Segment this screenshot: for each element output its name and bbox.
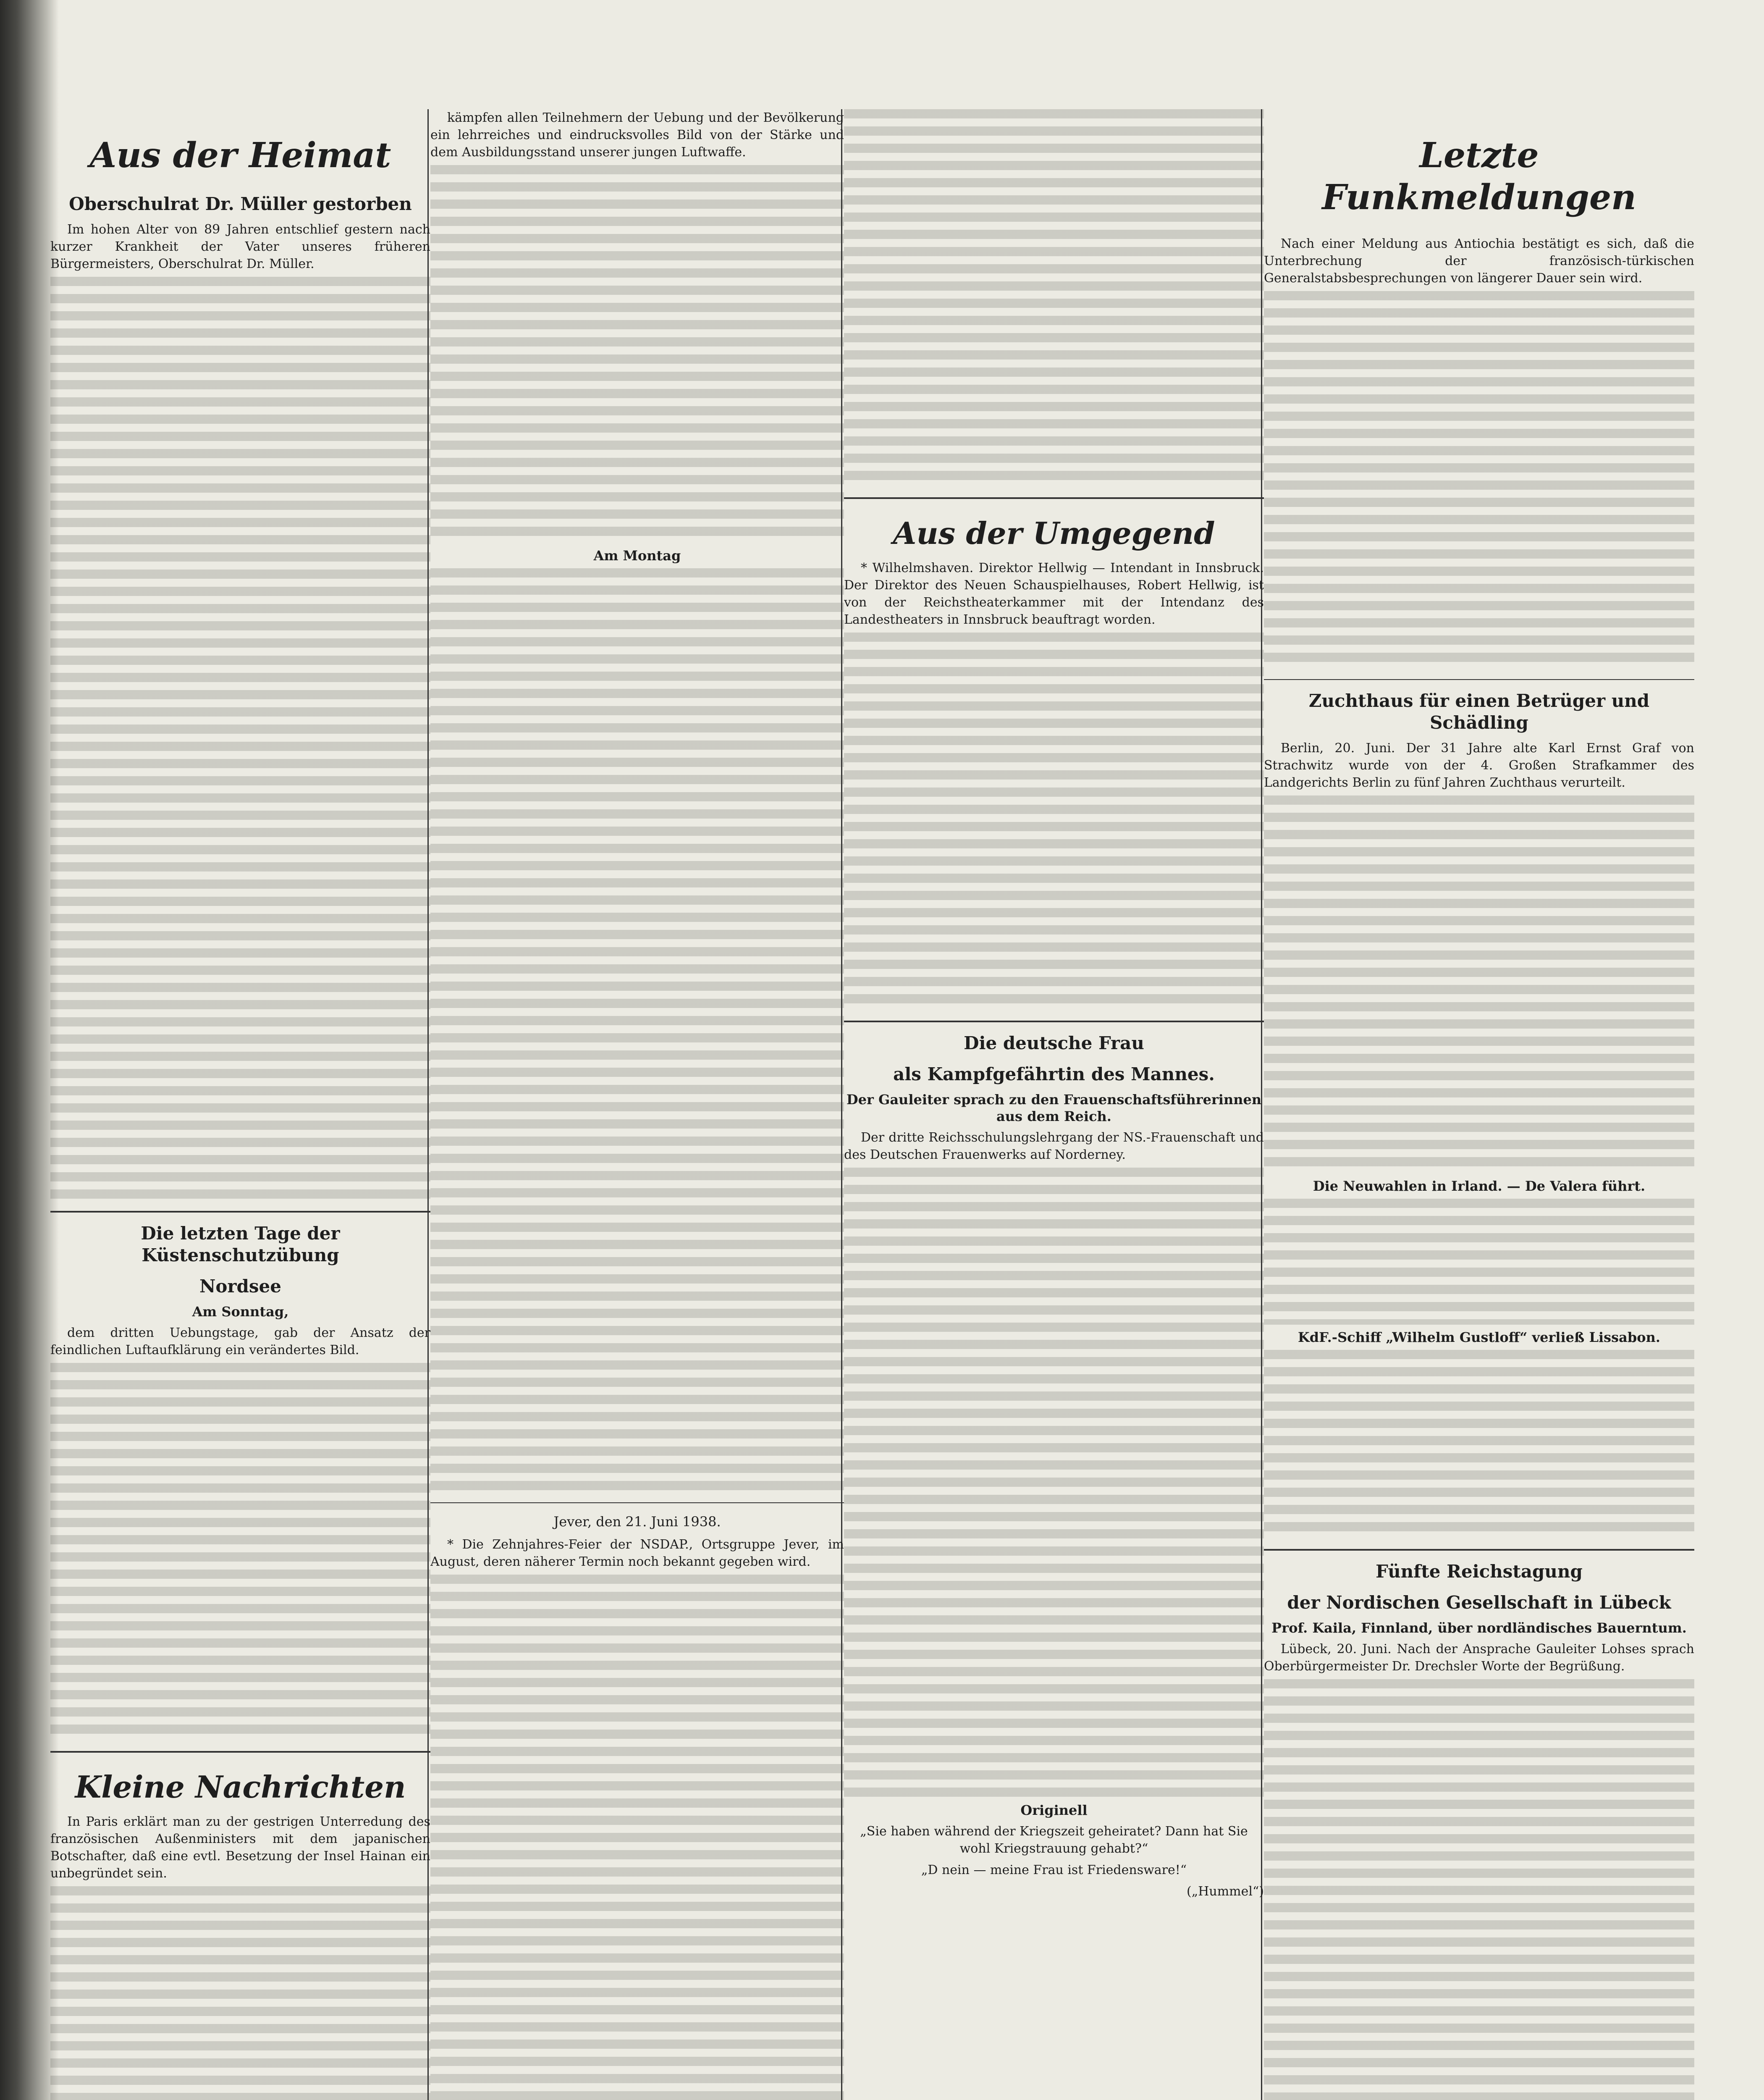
- section-title-heimat: Aus der Heimat: [89, 135, 391, 176]
- originell-source: („Hummel“): [1186, 1884, 1264, 1899]
- article-body-continued: [844, 109, 1264, 487]
- article-text: dem dritten Uebungstage, gab der Ansatz der feindlichen Luftaufklärung ein verändertes Bild.: [50, 1326, 430, 1357]
- section-title-funkmeldungen: Letzte Funkmeldungen: [1322, 135, 1636, 218]
- divider: [50, 1211, 430, 1213]
- article-text: Im hohen Alter von 89 Jahren entschlief gestern nach kurzer Krankheit der Vater unseres früheren Bürgermeisters, Oberschulrat Dr. Müller.: [50, 222, 430, 271]
- subhead-irland: Die Neuwahlen in Irland. — De Valera führt.: [1313, 1178, 1646, 1194]
- page-edge-shadow: [0, 0, 59, 2100]
- article-body-continued: [1264, 795, 1694, 1173]
- subline: Der Gauleiter sprach zu den Frauenschaftsführerinnen aus dem Reich.: [846, 1092, 1262, 1124]
- subhead-gustloff: KdF.-Schiff „Wilhelm Gustloff“ verließ Lissabon.: [1297, 1329, 1661, 1345]
- article-body-continued: [1264, 1679, 1694, 2100]
- dateline: Jever, den 21. Juni 1938.: [553, 1514, 721, 1530]
- article-body-continued: [1264, 1199, 1694, 1325]
- subline: Am Montag: [593, 548, 681, 564]
- subline: Am Sonntag,: [192, 1304, 289, 1320]
- headline-deutsche-frau: Die deutsche Frau: [964, 1033, 1144, 1053]
- article-text: Lübeck, 20. Juni. Nach der Ansprache Gauleiter Lohses sprach Oberbürgermeister Dr. Drechsler Worte der Begrüßung.: [1264, 1642, 1694, 1674]
- column-4: [1264, 109, 1694, 2100]
- article-body-continued: [430, 165, 844, 543]
- divider: [844, 497, 1264, 499]
- headline-mueller: Oberschulrat Dr. Müller gestorben: [69, 194, 412, 214]
- divider: [50, 1751, 430, 1753]
- divider: [430, 1502, 844, 1503]
- column-2: [430, 109, 844, 2100]
- article-body-continued: [430, 1575, 844, 2100]
- news-item: * Die Zehnjahres-Feier der NSDAP., Ortsgruppe Jever, im August, deren näherer Termin noch bekannt gegeben wird.: [430, 1537, 844, 1569]
- news-item: Nach einer Meldung aus Antiochia bestätigt es sich, daß die Unterbrechung der französisch-türkischen Generalstabsbesprechungen von längerer Dauer sein wird.: [1264, 236, 1694, 286]
- column-1: [50, 109, 430, 2100]
- news-item: * Wilhelmshaven. Direktor Hellwig — Intendant in Innsbruck. Der Direktor des Neuen Schauspielhauses, Robert Hellwig, ist von der Reichstheaterkammer mit der Intendanz des Landestheaters in Innsbruck beauftragt worden.: [844, 561, 1264, 627]
- article-body-continued: [1264, 1350, 1694, 1539]
- article-body-continued: [50, 1886, 430, 2100]
- headline-zuchthaus: Zuchthaus für einen Betrüger und Schädling: [1308, 690, 1650, 733]
- headline-deutsche-frau-2: als Kampfgefährtin des Mannes.: [893, 1064, 1215, 1084]
- article-text: Berlin, 20. Juni. Der 31 Jahre alte Karl Ernst Graf von Strachwitz wurde von der 4. Großen Strafkammer des Landgerichts Berlin zu fünf Jahren Zuchthaus verurteilt.: [1264, 741, 1694, 790]
- news-item: In Paris erklärt man zu der gestrigen Unterredung des französischen Außenministers mit dem japanischen Botschafter, daß eine evtl. Besetzung der Insel Hainan ein unbegründet sein.: [50, 1814, 430, 1881]
- column-3: [844, 109, 1264, 2100]
- headline-kuestenschutz: Die letzten Tage der Küstenschutzübung: [141, 1223, 340, 1265]
- headline-kuestenschutz-2: Nordsee: [199, 1276, 281, 1297]
- originell-title: Originell: [1020, 1802, 1088, 1818]
- divider: [1264, 679, 1694, 680]
- originell-answer: „D nein — meine Frau ist Friedensware!“: [921, 1863, 1187, 1877]
- article-body-continued: [50, 1363, 430, 1741]
- originell-question: „Sie haben während der Kriegszeit geheiratet? Dann hat Sie wohl Kriegstrauung gehabt?“: [860, 1824, 1248, 1856]
- article-text: kämpfen allen Teilnehmern der Uebung und der Bevölkerung ein lehrreiches und eindrucksvolles Bild von der Stärke und dem Ausbildungsstand unserer jungen Luftwaffe.: [430, 110, 844, 160]
- article-body-continued: [50, 277, 430, 1201]
- article-body-continued: [430, 568, 844, 1492]
- divider: [844, 1021, 1264, 1022]
- headline-reichstagung-2: der Nordischen Gesellschaft in Lübeck: [1287, 1592, 1671, 1613]
- article-body-continued: [1264, 291, 1694, 669]
- section-title-kleine-nachrichten: Kleine Nachrichten: [75, 1769, 406, 1805]
- divider: [1264, 1549, 1694, 1551]
- headline-reichstagung: Fünfte Reichstagung: [1376, 1561, 1583, 1582]
- subline: Prof. Kaila, Finnland, über nordländisches Bauerntum.: [1271, 1620, 1687, 1636]
- section-title-umgegend: Aus der Umgegend: [893, 515, 1215, 551]
- article-body-continued: [844, 1168, 1264, 1798]
- article-text: Der dritte Reichsschulungslehrgang der NS.-Frauenschaft und des Deutschen Frauenwerks auf Norderney.: [844, 1130, 1264, 1162]
- article-body-continued: [844, 633, 1264, 1011]
